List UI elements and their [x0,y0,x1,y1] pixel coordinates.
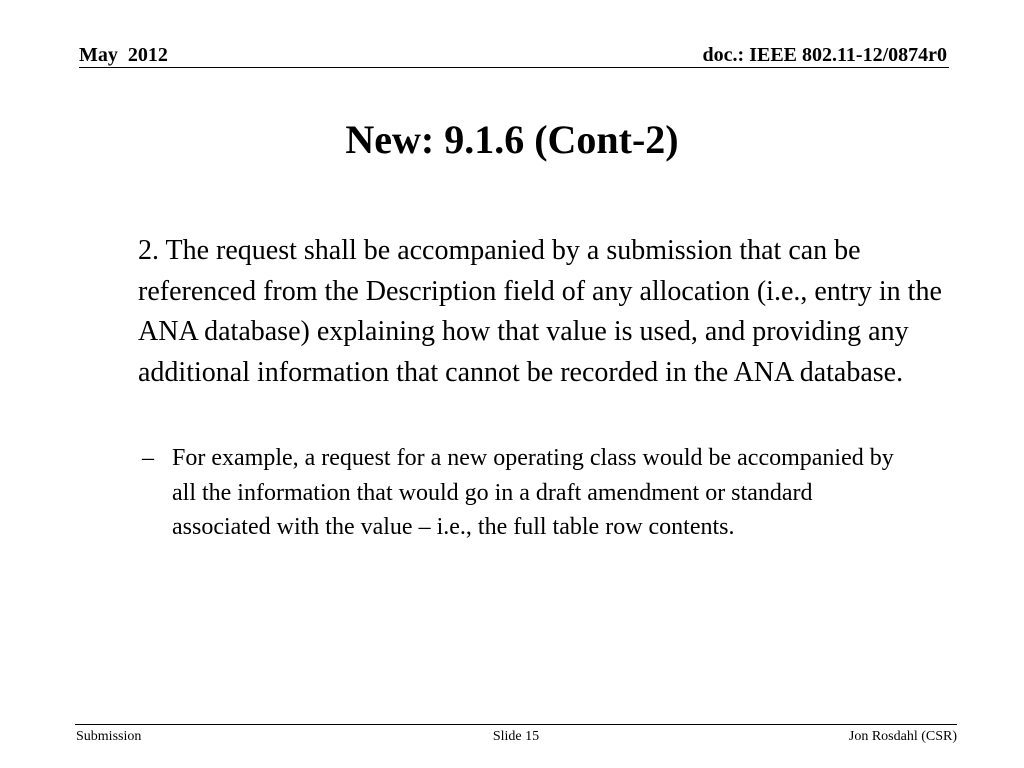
footer-author: Jon Rosdahl (CSR) [848,729,957,744]
header-date: May 2012 [79,44,168,66]
sub-bullet-item [142,441,902,545]
slide-title: New: 9.1.6 (Cont-2) [345,117,679,162]
footer-submission: Submission [76,729,142,744]
header-doc-id: doc.: IEEE 802.11-12/0874r0 [702,44,947,66]
footer-slide-number: Slide 15 [492,729,540,744]
footer-divider [75,724,957,725]
header-divider [79,67,949,68]
body-paragraph: 2. The request shall be accompanied by a submission that can be referenced from the Description field of any allocation (i.e., entry in the ANA database) explaining how that value is used, and providing any additional information that cannot be recorded in the ANA database. [138,235,942,388]
dash-bullet-icon: – [142,445,154,471]
sub-bullet-text: For example, a request for a new operating class would be accompanied by all the information that would go in a draft amendment or standard associated with the value – i.e., the full table row contents. [172,445,894,540]
